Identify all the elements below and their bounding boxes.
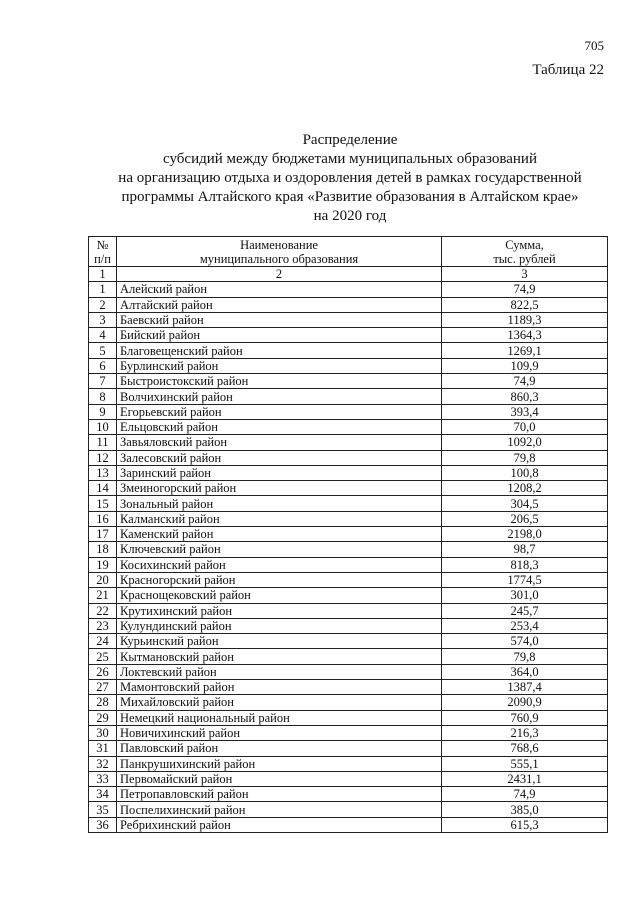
subsidy-amount: 79,8 [442, 450, 608, 465]
row-number: 2 [89, 297, 117, 312]
title-line: на 2020 год [313, 208, 387, 224]
column-number: 1 [89, 267, 117, 282]
subsidy-amount: 98,7 [442, 542, 608, 557]
table-row [89, 649, 608, 664]
municipality-name: Краснощековский район [117, 588, 442, 603]
municipality-name: Змеиногорский район [117, 481, 442, 496]
municipality-name: Кытмановский район [117, 649, 442, 664]
municipality-name: Ребрихинский район [117, 817, 442, 832]
header-number [89, 237, 117, 267]
row-number: 14 [89, 481, 117, 496]
row-number: 5 [89, 343, 117, 358]
row-number: 9 [89, 404, 117, 419]
subsidy-amount: 760,9 [442, 710, 608, 725]
subsidy-amount: 1269,1 [442, 343, 608, 358]
municipality-name: Алтайский район [117, 297, 442, 312]
table-label: Таблица 22 [532, 62, 604, 78]
header-number-line: № [96, 237, 109, 252]
row-number: 26 [89, 664, 117, 679]
table-row [89, 618, 608, 633]
row-number: 28 [89, 695, 117, 710]
table-row [89, 404, 608, 419]
municipality-name: Заринский район [117, 465, 442, 480]
municipality-name: Волчихинский район [117, 389, 442, 404]
row-number: 34 [89, 787, 117, 802]
table-row [89, 496, 608, 511]
table-row [89, 542, 608, 557]
table-row [89, 741, 608, 756]
row-number: 17 [89, 527, 117, 542]
subsidy-amount: 385,0 [442, 802, 608, 817]
subsidy-amount: 1774,5 [442, 572, 608, 587]
row-number: 30 [89, 725, 117, 740]
municipality-name: Поспелихинский район [117, 802, 442, 817]
subsidy-amount: 74,9 [442, 282, 608, 297]
municipality-name: Каменский район [117, 527, 442, 542]
municipality-name: Бийский район [117, 328, 442, 343]
table-row [89, 358, 608, 373]
table-row [89, 756, 608, 771]
table-row [89, 481, 608, 496]
table-row [89, 634, 608, 649]
subsidy-amount: 822,5 [442, 297, 608, 312]
subsidy-amount: 1092,0 [442, 435, 608, 450]
row-number: 1 [89, 282, 117, 297]
subsidy-amount: 253,4 [442, 618, 608, 633]
subsidy-amount: 818,3 [442, 557, 608, 572]
row-number: 11 [89, 435, 117, 450]
row-number: 24 [89, 634, 117, 649]
row-number: 32 [89, 756, 117, 771]
municipality-name: Бурлинский район [117, 358, 442, 373]
subsidy-amount: 2198,0 [442, 527, 608, 542]
row-number: 3 [89, 312, 117, 327]
row-number: 6 [89, 358, 117, 373]
subsidy-amount: 1189,3 [442, 312, 608, 327]
row-number: 7 [89, 374, 117, 389]
municipality-name: Ельцовский район [117, 419, 442, 434]
table-row [89, 297, 608, 312]
header-name-line: Наименование [240, 237, 318, 252]
subsidy-amount: 615,3 [442, 817, 608, 832]
municipality-name: Первомайский район [117, 771, 442, 786]
table-row [89, 771, 608, 786]
municipality-name: Завьяловский район [117, 435, 442, 450]
table-row [89, 312, 608, 327]
municipality-name: Залесовский район [117, 450, 442, 465]
row-number: 31 [89, 741, 117, 756]
municipality-name: Благовещенский район [117, 343, 442, 358]
municipality-name: Крутихинский район [117, 603, 442, 618]
table-row [89, 725, 608, 740]
row-number: 23 [89, 618, 117, 633]
table-row [89, 527, 608, 542]
municipality-name: Ключевский район [117, 542, 442, 557]
table-body [89, 282, 608, 833]
table-row [89, 328, 608, 343]
page-number: 705 [584, 38, 604, 53]
title-line: на организацию отдыха и оздоровления детей в рамках государственной [118, 170, 582, 186]
title-line: Распределение [302, 132, 398, 148]
subsidy-amount: 304,5 [442, 496, 608, 511]
table-row [89, 664, 608, 679]
subsidy-amount: 1364,3 [442, 328, 608, 343]
table-row [89, 465, 608, 480]
subsidy-amount: 1208,2 [442, 481, 608, 496]
table-row [89, 419, 608, 434]
table-row [89, 282, 608, 297]
municipality-name: Баевский район [117, 312, 442, 327]
table-row [89, 603, 608, 618]
row-number: 29 [89, 710, 117, 725]
municipality-name: Мамонтовский район [117, 680, 442, 695]
table-row [89, 389, 608, 404]
row-number: 12 [89, 450, 117, 465]
subsidy-amount: 2090,9 [442, 695, 608, 710]
subsidy-amount: 555,1 [442, 756, 608, 771]
subsidy-distribution-table [88, 236, 608, 833]
row-number: 18 [89, 542, 117, 557]
row-number: 36 [89, 817, 117, 832]
subsidy-amount: 1387,4 [442, 680, 608, 695]
title-line: субсидий между бюджетами муниципальных образований [163, 151, 537, 167]
municipality-name: Егорьевский район [117, 404, 442, 419]
subsidy-amount: 79,8 [442, 649, 608, 664]
subsidy-amount: 216,3 [442, 725, 608, 740]
row-number: 21 [89, 588, 117, 603]
subsidy-amount: 574,0 [442, 634, 608, 649]
row-number: 10 [89, 419, 117, 434]
column-number: 2 [117, 267, 442, 282]
municipality-name: Быстроистокский район [117, 374, 442, 389]
subsidy-amount: 206,5 [442, 511, 608, 526]
row-number: 16 [89, 511, 117, 526]
municipality-name: Локтевский район [117, 664, 442, 679]
row-number: 15 [89, 496, 117, 511]
table-row [89, 572, 608, 587]
subsidy-amount: 74,9 [442, 787, 608, 802]
row-number: 35 [89, 802, 117, 817]
municipality-name: Кулундинский район [117, 618, 442, 633]
row-number: 19 [89, 557, 117, 572]
table-row [89, 435, 608, 450]
header-sum [442, 237, 608, 267]
header-name-line: муниципального образования [199, 251, 359, 266]
row-number: 27 [89, 680, 117, 695]
subsidy-amount: 100,8 [442, 465, 608, 480]
subsidy-amount: 2431,1 [442, 771, 608, 786]
subsidy-amount: 768,6 [442, 741, 608, 756]
table-row [89, 802, 608, 817]
header-number-line: п/п [94, 251, 111, 266]
municipality-name: Красногорский район [117, 572, 442, 587]
row-number: 8 [89, 389, 117, 404]
table-row [89, 695, 608, 710]
row-number: 4 [89, 328, 117, 343]
table-row [89, 557, 608, 572]
header-sum-line: Сумма, [505, 237, 544, 252]
title-line: программы Алтайского края «Развитие образования в Алтайском крае» [121, 189, 579, 205]
column-number: 3 [442, 267, 608, 282]
municipality-name: Новичихинский район [117, 725, 442, 740]
table-row [89, 374, 608, 389]
document-title [100, 131, 600, 226]
table-row [89, 450, 608, 465]
table-row [89, 787, 608, 802]
row-number: 25 [89, 649, 117, 664]
subsidy-amount: 393,4 [442, 404, 608, 419]
column-number-row [89, 267, 608, 282]
table-row [89, 710, 608, 725]
municipality-name: Курьинский район [117, 634, 442, 649]
municipality-name: Павловский район [117, 741, 442, 756]
table-row [89, 680, 608, 695]
table-row [89, 817, 608, 832]
subsidy-amount: 109,9 [442, 358, 608, 373]
row-number: 33 [89, 771, 117, 786]
municipality-name: Немецкий национальный район [117, 710, 442, 725]
municipality-name: Михайловский район [117, 695, 442, 710]
municipality-name: Алейский район [117, 282, 442, 297]
subsidy-amount: 301,0 [442, 588, 608, 603]
table-row [89, 343, 608, 358]
municipality-name: Косихинский район [117, 557, 442, 572]
subsidy-amount: 364,0 [442, 664, 608, 679]
header-sum-line: тыс. рублей [493, 251, 556, 266]
municipality-name: Петропавловский район [117, 787, 442, 802]
municipality-name: Калманский район [117, 511, 442, 526]
subsidy-amount: 245,7 [442, 603, 608, 618]
municipality-name: Панкрушихинский район [117, 756, 442, 771]
header-name [117, 237, 442, 267]
table-row [89, 511, 608, 526]
row-number: 20 [89, 572, 117, 587]
municipality-name: Зональный район [117, 496, 442, 511]
table-header-row [89, 237, 608, 267]
subsidy-amount: 74,9 [442, 374, 608, 389]
row-number: 13 [89, 465, 117, 480]
subsidy-amount: 70,0 [442, 419, 608, 434]
subsidy-amount: 860,3 [442, 389, 608, 404]
row-number: 22 [89, 603, 117, 618]
table-row [89, 588, 608, 603]
